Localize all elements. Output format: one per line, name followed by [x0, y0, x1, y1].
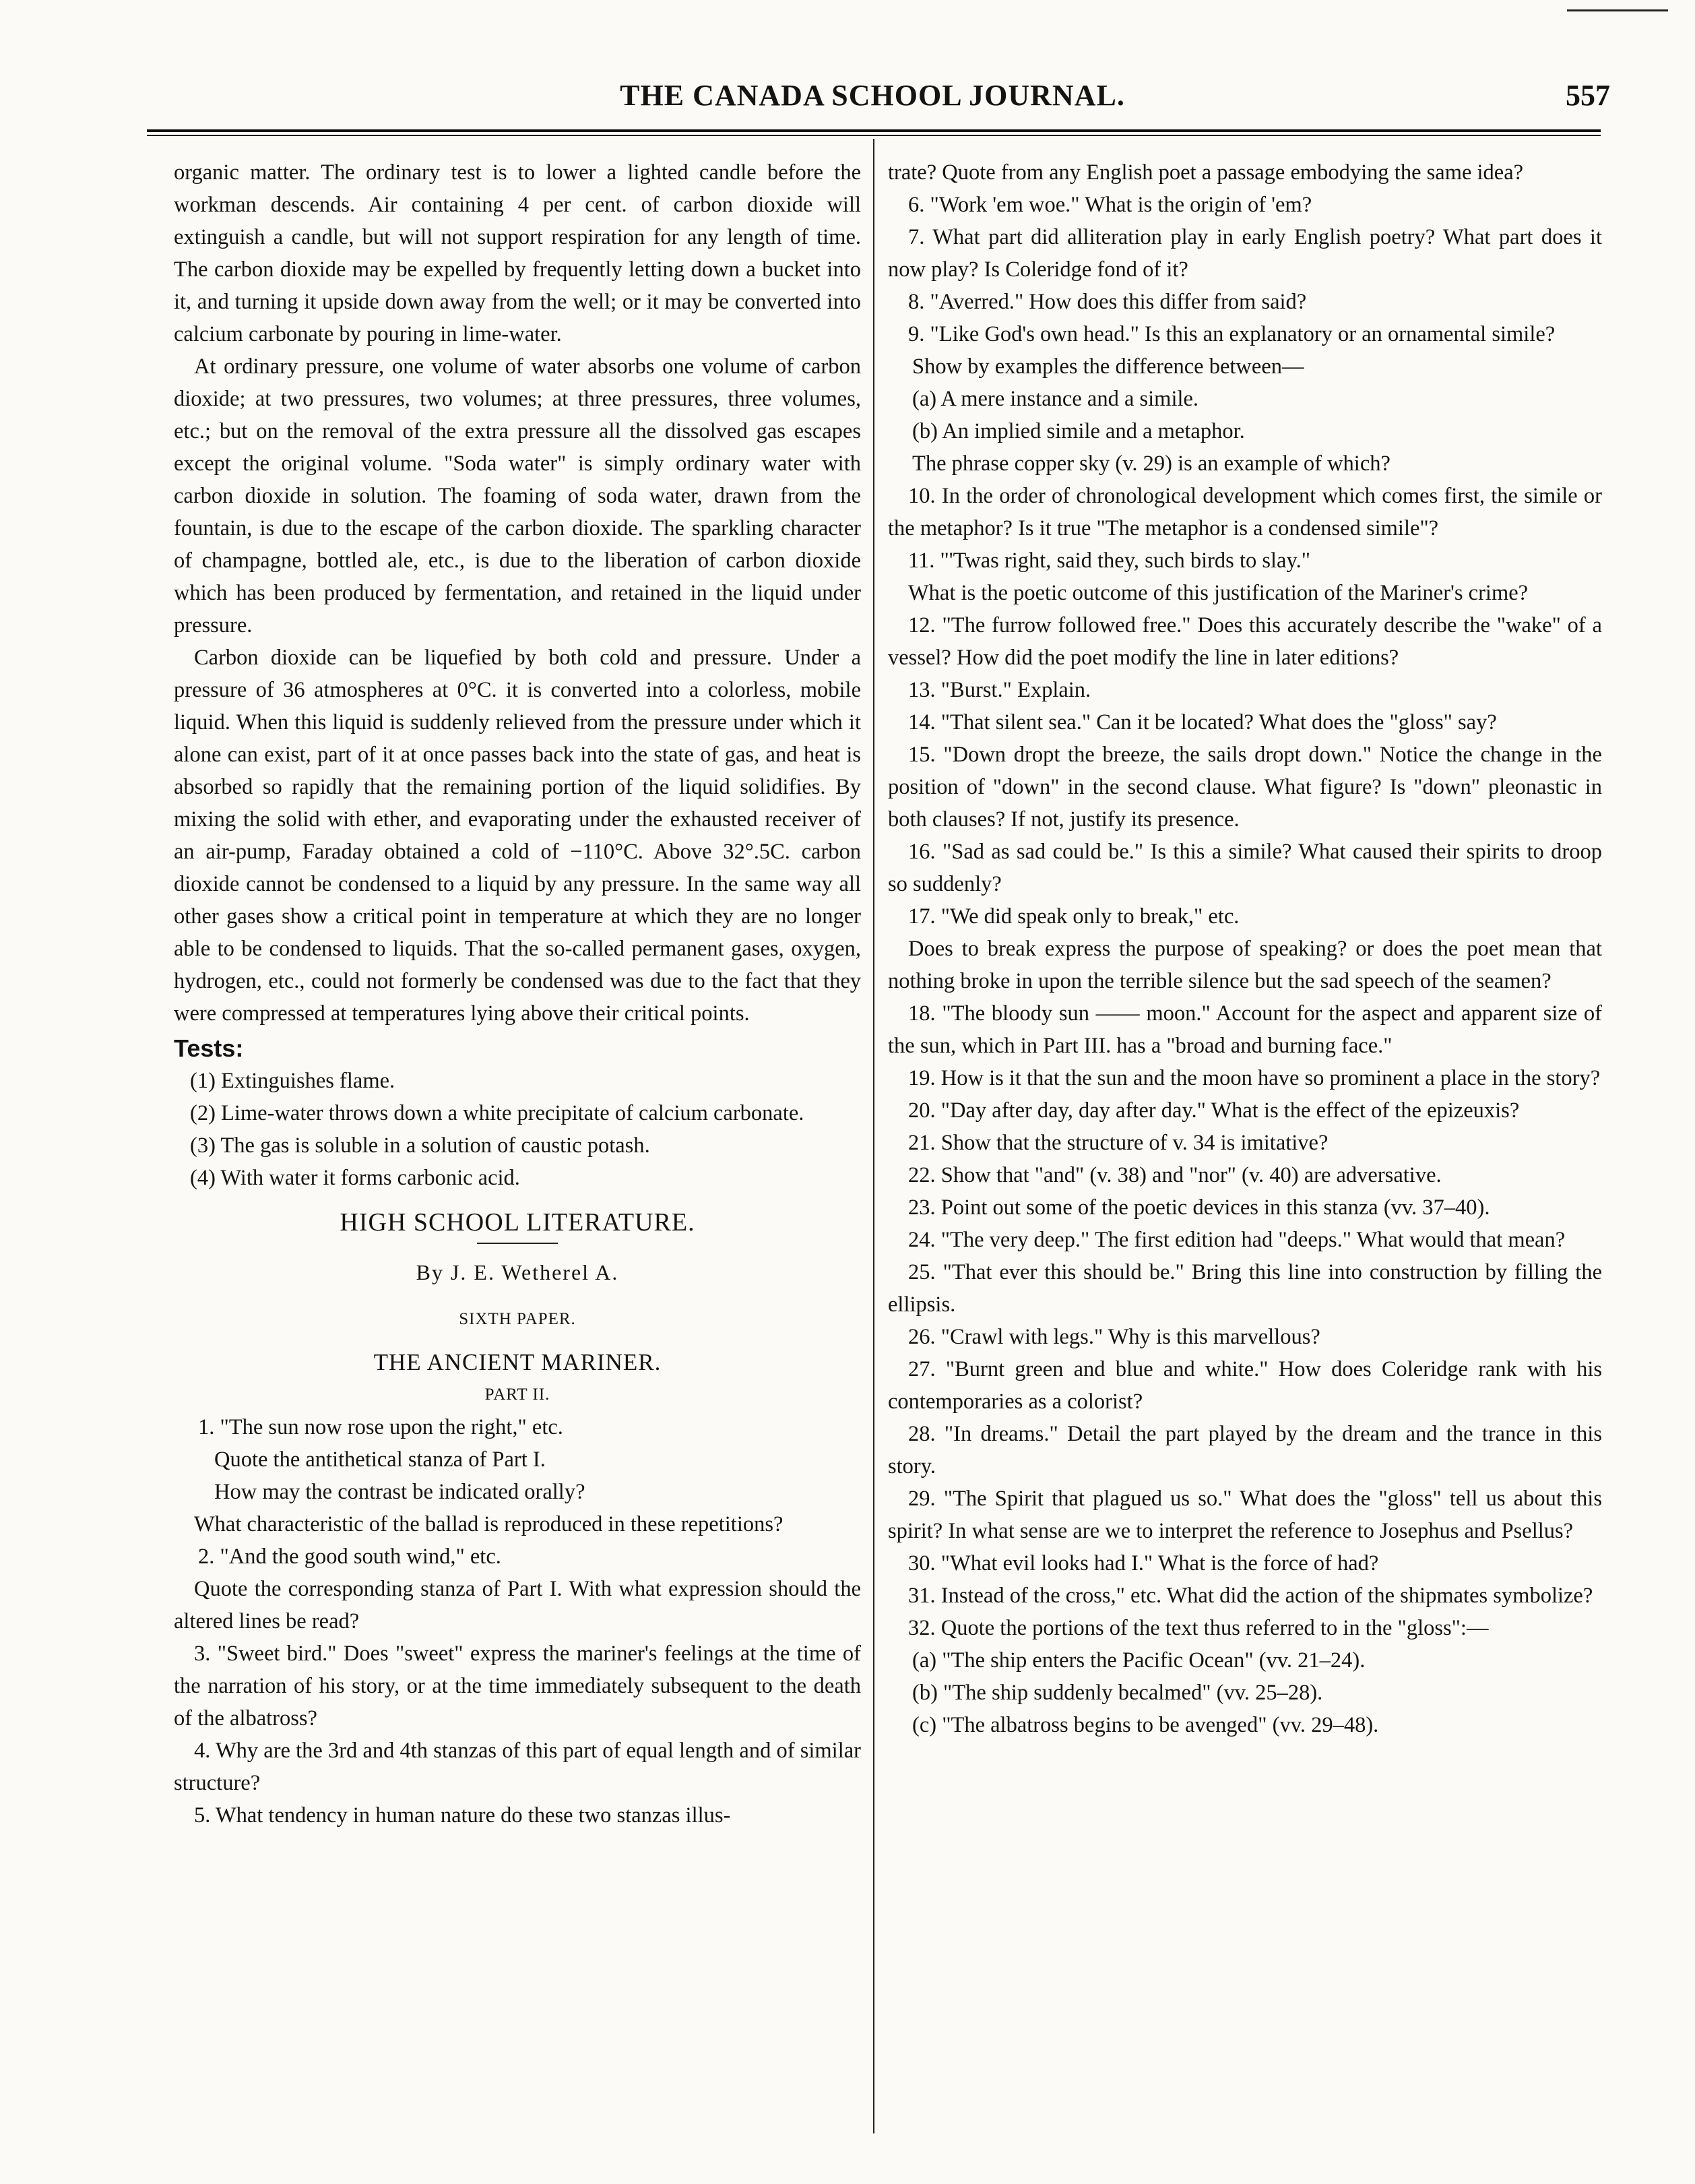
section-rule [477, 1243, 558, 1244]
byline: By J. E. Wetherel A. [416, 1260, 619, 1284]
question: 13. "Burst." Explain. [908, 678, 1091, 702]
question: 14. "That silent sea." Can it be located? What does the "gloss" say? [908, 710, 1497, 735]
question: 6. "Work 'em woe." What is the origin of 'em? [908, 193, 1312, 217]
question: 26. "Crawl with legs." Why is this marvellous? [908, 1325, 1320, 1349]
part-label: PART II. [484, 1385, 550, 1404]
paragraph: Carbon dioxide can be liquefied by both cold and pressure. Under a pressure of 36 atmospheres at 0°C. it is converted into a colorless, mobile liquid. When this liquid is suddenly relieved from the pressure under which it alone can exist, part of it at once passes back into the state of gas, and heat is absorbed so rapidly that the remaining portion of the liquid solidifies. By mixing the solid with ether, and evaporating under the exhausted receiver of an air-pump, Faraday obtained a cold of −110°C. Above 32°.5C. carbon dioxide cannot be condensed to a liquid by any pressure. In the same way all other gases show a critical point in temperature at which they are no longer able to be condensed to liquids. That the so-called permanent gases, oxygen, hydrogen, etc., could not formerly be condensed was due to the fact that they were compressed at temperatures lying above their critical points. [174, 646, 861, 1026]
journal-title: THE CANADA SCHOOL JOURNAL. [620, 79, 1125, 112]
question: 18. "The bloody sun —— moon." Account for the aspect and apparent size of the sun, which in Part III. has a "broad and burning face." [888, 1001, 1602, 1058]
question-line: The phrase copper sky (v. 29) is an example of which? [912, 451, 1390, 476]
question-line: What characteristic of the ballad is reproduced in these repetitions? [194, 1512, 783, 1536]
question: 2. "And the good south wind," etc. [198, 1545, 501, 1569]
question-line: Quote the antithetical stanza of Part I. [214, 1447, 546, 1472]
question: 7. What part did alliteration play in early English poetry? What part does it now play? Is Coleridge fond of it? [888, 225, 1602, 282]
section-title: HIGH SCHOOL LITERATURE. [340, 1208, 695, 1237]
header-rule-thin [147, 135, 1601, 136]
paper-label: SIXTH PAPER. [459, 1310, 576, 1328]
tests-heading: Tests: [174, 1034, 244, 1062]
left-column [174, 156, 861, 1832]
question-line: Does to break express the purpose of speaking? or does the poet mean that nothing broke in upon the terrible silence but the sad speech of the seamen? [888, 937, 1602, 993]
test-item: (4) With water it forms carbonic acid. [190, 1166, 520, 1190]
question: 23. Point out some of the poetic devices in this stanza (vv. 37–40). [908, 1195, 1490, 1220]
question-line: (c) "The albatross begins to be avenged" (vv. 29–48). [912, 1713, 1379, 1737]
question: 32. Quote the portions of the text thus referred to in the "gloss":— [908, 1616, 1489, 1640]
question: 30. "What evil looks had I." What is the force of had? [908, 1551, 1379, 1575]
question: 5. What tendency in human nature do these two stanzas illus- [194, 1803, 731, 1828]
question: 15. "Down dropt the breeze, the sails dropt down." Notice the change in the position of "down" in the second clause. What figure? Is "down" pleonastic in both clauses? If not, justify its presence. [888, 743, 1602, 832]
question: 4. Why are the 3rd and 4th stanzas of this part of equal length and of similar structure? [174, 1739, 861, 1795]
question: 17. "We did speak only to break," etc. [908, 904, 1240, 929]
question: 24. "The very deep." The first edition had "deeps." What would that mean? [908, 1228, 1566, 1252]
question: 19. How is it that the sun and the moon have so prominent a place in the story? [908, 1066, 1601, 1090]
question: 27. "Burnt green and blue and white." How does Coleridge rank with his contemporaries as a colorist? [888, 1357, 1602, 1414]
question-line: (a) A mere instance and a simile. [912, 387, 1199, 411]
paragraph: At ordinary pressure, one volume of water absorbs one volume of carbon dioxide; at two pressures, two volumes; at three pressures, three volumes, etc.; but on the removal of the extra pressure all the dissolved gas escapes except the original volume. "Soda water" is simply ordinary water with carbon dioxide in solution. The foaming of soda water, drawn from the fountain, is due to the escape of the carbon dioxide. The sparkling character of champagne, bottled ale, etc., is due to the liberation of carbon dioxide which has been produced by fermentation, and retained in the liquid under pressure. [174, 354, 861, 637]
question: 12. "The furrow followed free." Does this accurately describe the "wake" of a vessel? How did the poet modify the line in later editions? [888, 613, 1602, 670]
test-item: (1) Extinguishes flame. [190, 1069, 395, 1093]
question: 31. Instead of the cross," etc. What did the action of the shipmates symbolize? [908, 1584, 1593, 1608]
question-line: Quote the corresponding stanza of Part I. With what expression should the altered lines be read? [174, 1577, 861, 1633]
page-header [135, 78, 1610, 125]
question: 21. Show that the structure of v. 34 is imitative? [908, 1131, 1329, 1155]
question: 1. "The sun now rose upon the right," etc. [198, 1415, 563, 1439]
question: 16. "Sad as sad could be." Is this a simile? What caused their spirits to droop so suddenly? [888, 840, 1602, 896]
question: 3. "Sweet bird." Does "sweet" express the mariner's feelings at the time of the narration of his story, or at the time immediately subsequent to the death of the albatross? [174, 1642, 861, 1730]
question-line: (b) An implied simile and a metaphor. [912, 419, 1245, 443]
header-rule [147, 129, 1601, 132]
question-line: Show by examples the difference between— [912, 354, 1304, 379]
right-column [888, 156, 1602, 1741]
question: 22. Show that "and" (v. 38) and "nor" (v. 40) are adversative. [908, 1163, 1442, 1187]
poem-title: THE ANCIENT MARINER. [373, 1349, 662, 1375]
corner-rule [1567, 9, 1668, 11]
question: 10. In the order of chronological development which comes first, the simile or the metaphor? Is it true "The metaphor is a condensed simile"? [888, 484, 1602, 540]
question-line: What is the poetic outcome of this justification of the Mariner's crime? [908, 581, 1529, 605]
question: 8. "Averred." How does this differ from said? [908, 290, 1307, 314]
question-line: (b) "The ship suddenly becalmed" (vv. 25–28). [912, 1681, 1323, 1705]
test-item: (3) The gas is soluble in a solution of caustic potash. [190, 1133, 650, 1158]
column-divider [873, 139, 874, 2133]
question-line: trate? Quote from any English poet a passage embodying the same idea? [888, 160, 1524, 185]
question: 25. "That ever this should be." Bring this line into construction by filling the ellipsis. [888, 1260, 1602, 1317]
question: 11. "'Twas right, said they, such birds to slay." [908, 549, 1310, 573]
question-line: How may the contrast be indicated orally? [214, 1480, 585, 1504]
test-item: (2) Lime-water throws down a white precipitate of calcium carbonate. [190, 1101, 804, 1125]
paragraph: organic matter. The ordinary test is to lower a lighted candle before the workman descends. Air containing 4 per cent. of carbon dioxide will extinguish a candle, but will not support respiration for any length of time. The carbon dioxide may be expelled by frequently letting down a bucket into it, and turning it upside down away from the well; or it may be converted into calcium carbonate by pouring in lime-water. [174, 160, 861, 346]
page-number: 557 [1566, 79, 1610, 112]
question: 28. "In dreams." Detail the part played by the dream and the trance in this story. [888, 1422, 1602, 1478]
question: 20. "Day after day, day after day." What is the effect of the epizeuxis? [908, 1098, 1520, 1123]
question-line: (a) "The ship enters the Pacific Ocean" (vv. 21–24). [912, 1648, 1366, 1673]
question: 29. "The Spirit that plagued us so." What does the "gloss" tell us about this spirit? In what sense are we to interpret the reference to Josephus and Psellus? [888, 1487, 1602, 1543]
question: 9. "Like God's own head." Is this an explanatory or an ornamental simile? [908, 322, 1556, 346]
